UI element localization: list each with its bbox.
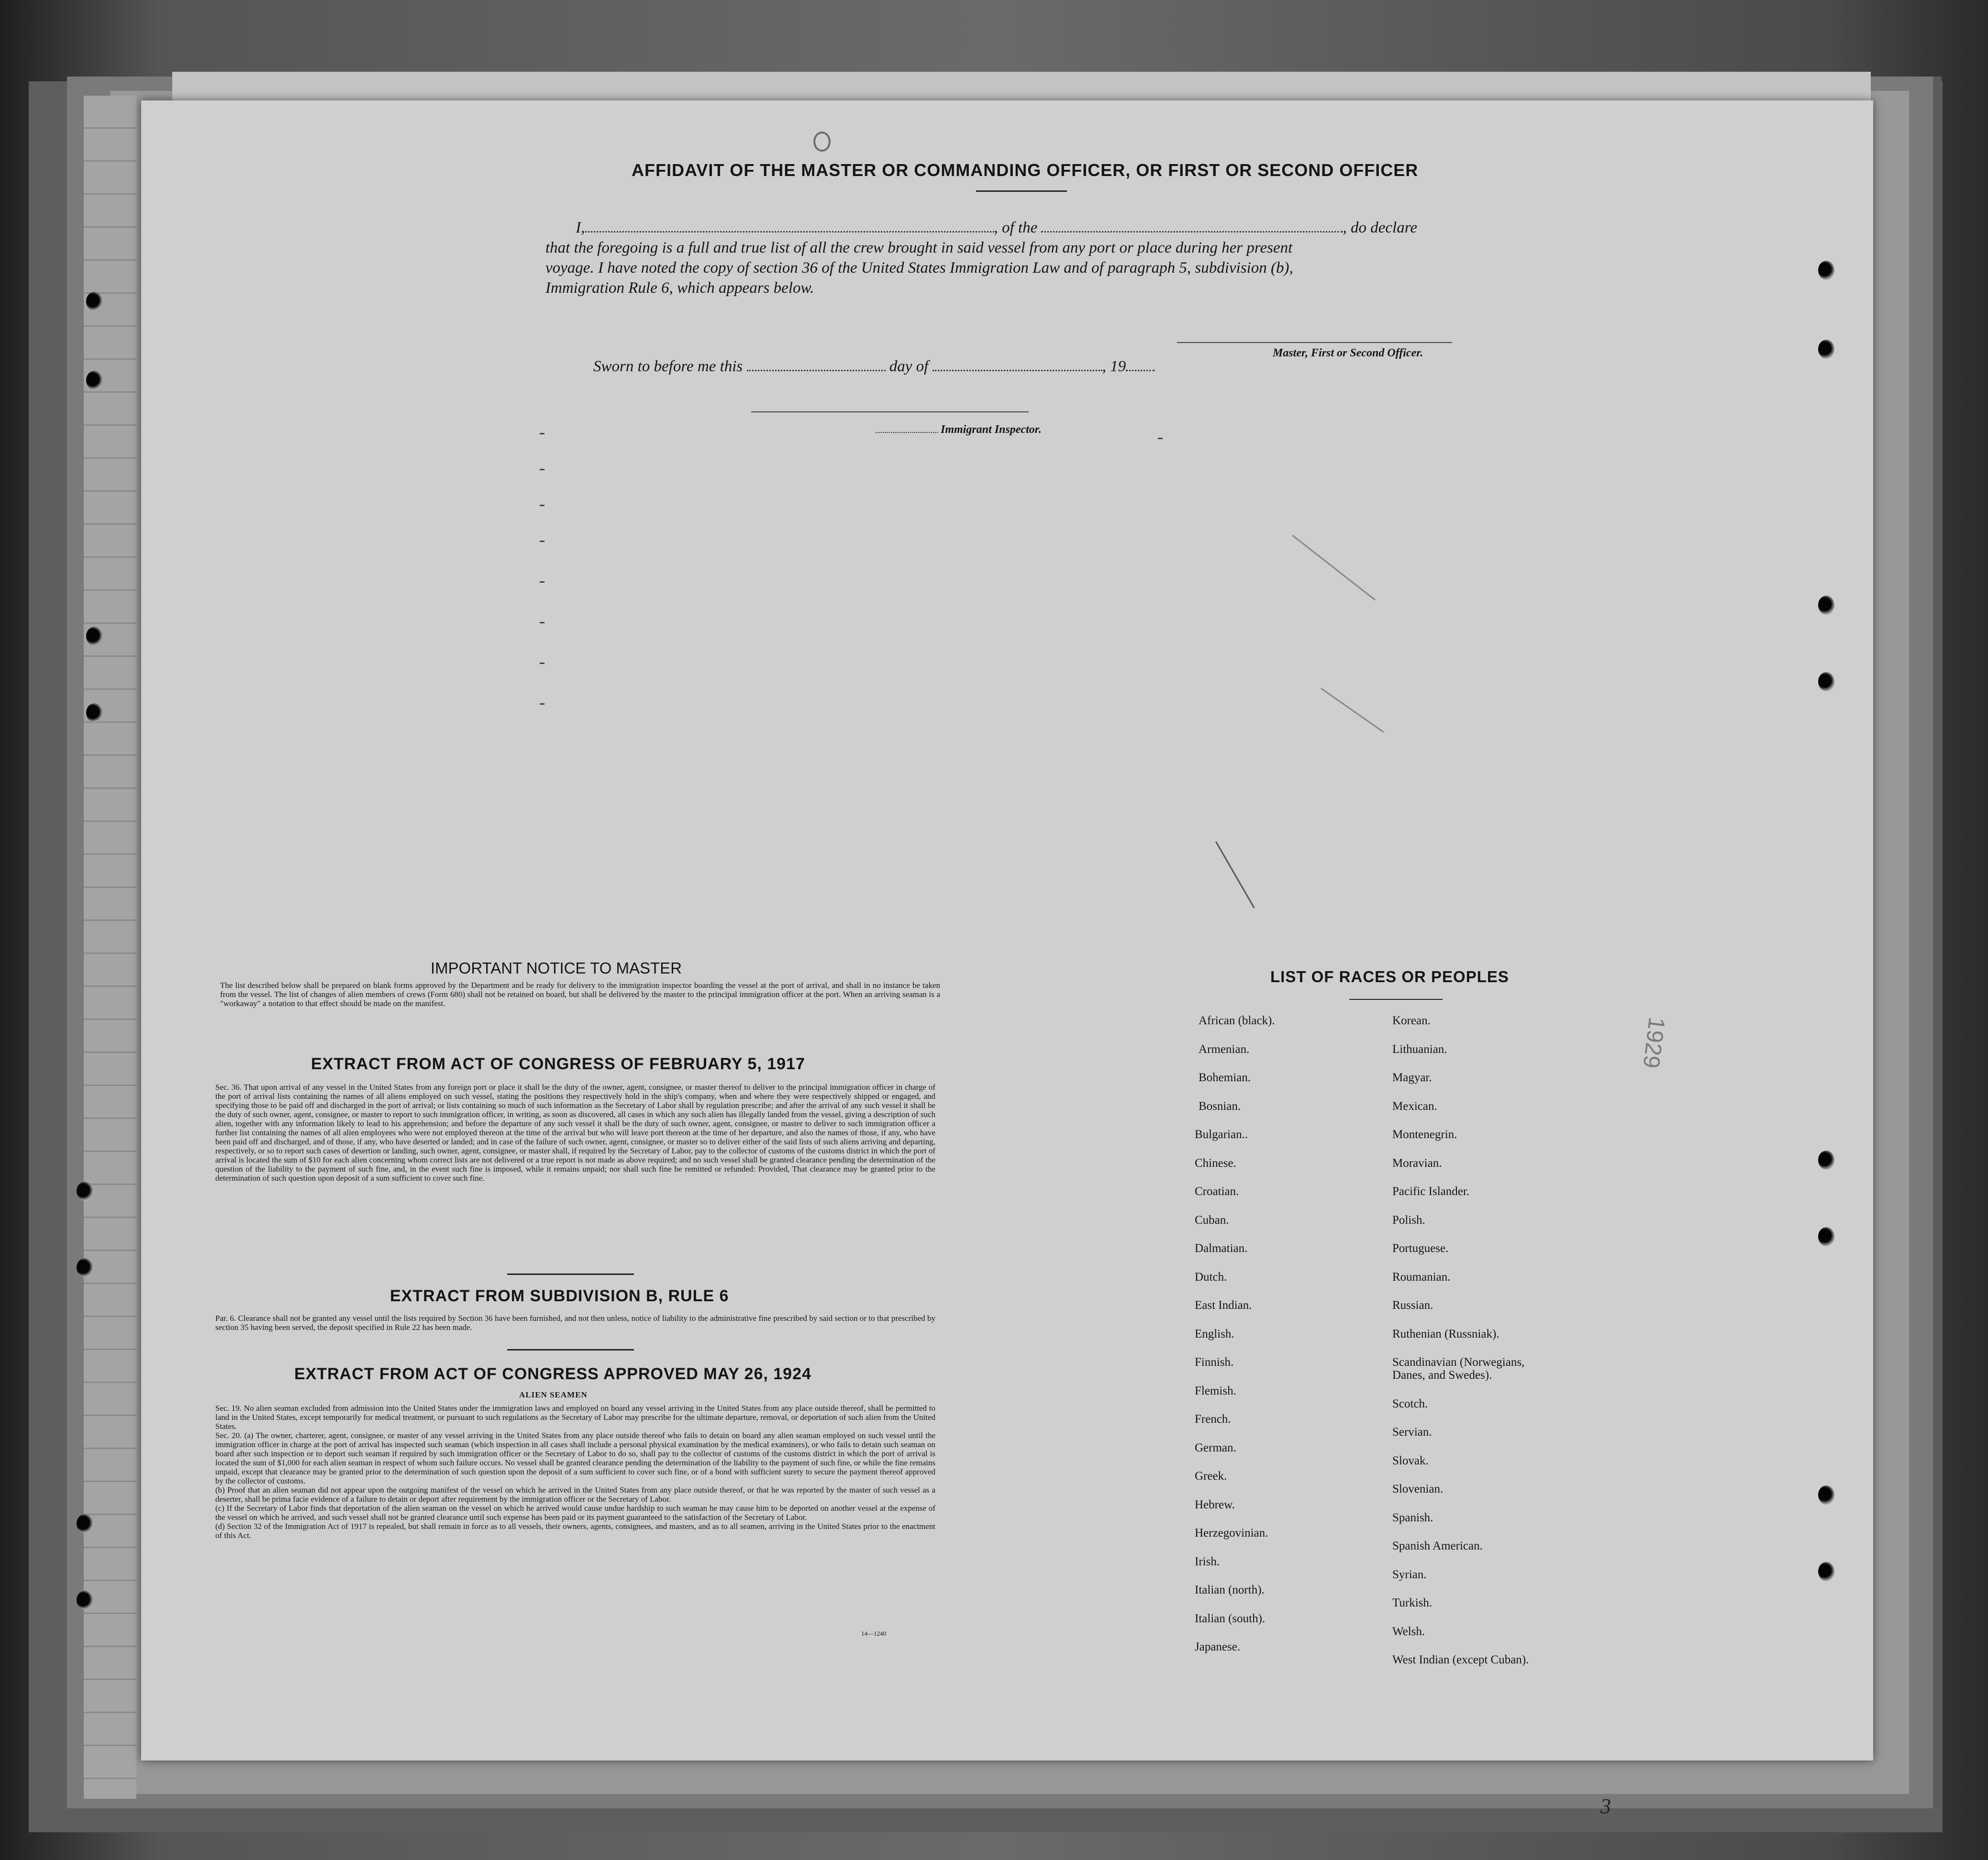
binder-hole-icon xyxy=(86,371,102,390)
tick-mark xyxy=(540,663,544,664)
binder-hole-icon xyxy=(1818,1227,1834,1246)
affidavit-do-declare-label: , do declare xyxy=(1343,219,1417,236)
binder-hole-icon xyxy=(1818,340,1834,359)
inspector-label-line xyxy=(876,423,1042,436)
binder-hole-icon xyxy=(77,1514,93,1533)
race-item: English. xyxy=(1195,1327,1234,1340)
binder-hole-icon xyxy=(1818,596,1834,615)
race-item: Scotch. xyxy=(1392,1397,1428,1410)
tick-mark xyxy=(1158,438,1163,439)
race-item: Spanish American. xyxy=(1392,1539,1483,1552)
race-item: Japanese. xyxy=(1195,1640,1241,1653)
affidavit-line-1 xyxy=(545,218,1493,238)
binder-hole-icon xyxy=(77,1182,93,1201)
race-item: Roumanian. xyxy=(1392,1270,1451,1284)
sworn-day-blank xyxy=(747,370,886,371)
race-item: Bulgarian.. xyxy=(1195,1128,1248,1141)
corner-mark: 3 xyxy=(1600,1794,1611,1818)
race-item: Ruthenian (Russniak). xyxy=(1392,1327,1499,1340)
races-title: LIST OF RACES OR PEOPLES xyxy=(1270,968,1509,985)
race-item: Slovak. xyxy=(1392,1454,1429,1467)
extract-1917-body: Sec. 36. That upon arrival of any vessel in the United States from any foreign port or place it shall be the duty of the owner, agent, consignee, or master thereof to deliver to the principal immigration officer in charge of the port of arrival lists containing the names of all aliens employed on such vessel, stating the positions they respectively hold in the ship's company, when and where they were respectively shipped or engaged, and specifying those to be paid off and discharged in the port of arrival; or lists containing so much of such information as the Secretary of Labor shall by regulation prescribe; and after the arrival of any such vessel it shall be the duty of such owner, agent, consignee, or master to report to such immigration officer, in writing, as soon as discovered, all cases in which any such alien has illegally landed from the vessel, giving a description of such alien, together with any information likely to lead to his apprehension; and before the departure of any such vessel it shall be the duty of such owner, agent, consignee, or master to deliver to such immigration officer a further list containing the names of all alien employees who were not employed thereon at the time of the arrival but who will leave port thereon at the time of her departure, and also the names of those, if any, who have been paid off and discharged, and of those, if any, who have deserted or landed; and in case of the failure of such owner, agent, consignee, or master so to deliver either of the said lists of such aliens arriving and departing, respectively, or so to report such cases of desertion or landing, such owner, agent, consignee, or master shall, if required by the Secretary of Labor, pay to the collector of customs of the customs district in which the port of arrival is located the sum of $10 for each alien concerning whom correct lists are not delivered or a true report is not made as above required; and no such vessel shall be granted clearance pending the determination of the question of the liability to the payment of such fine, and, in the event such fine is imposed, while it remains unpaid; nor shall such fine be remitted or refunded: Provided, That clearance may be granted prior to the determination of such question upon deposit of a sum sufficient to cover such fine. xyxy=(215,1083,935,1183)
race-item: Lithuanian. xyxy=(1392,1042,1447,1056)
race-item: Finnish. xyxy=(1195,1356,1234,1369)
sworn-year-prefix: , 19 xyxy=(1102,358,1126,375)
inspector-name-blank xyxy=(876,432,938,433)
race-item: African (black). xyxy=(1199,1014,1275,1027)
tick-mark xyxy=(540,622,544,623)
race-item: Magyar. xyxy=(1392,1071,1432,1084)
extract-rule6-title: EXTRACT FROM SUBDIVISION B, RULE 6 xyxy=(390,1287,729,1305)
form-number: 14—1240 xyxy=(861,1630,886,1637)
races-title-underline xyxy=(1349,999,1443,1000)
affidavit-line-3: voyage. I have noted the copy of section 36 of the United States Immigration Law and of paragraph 5, subdivision (b), xyxy=(545,259,1293,277)
race-item: Danes, and Swedes). xyxy=(1392,1369,1492,1382)
sworn-year-blank xyxy=(1126,370,1155,371)
race-item: Welsh. xyxy=(1392,1625,1425,1638)
inspector-label: Immigrant Inspector. xyxy=(941,423,1042,436)
race-item: Greek. xyxy=(1195,1470,1227,1483)
race-item: Polish. xyxy=(1392,1213,1425,1227)
punch-ring-icon xyxy=(813,132,831,152)
race-item: German. xyxy=(1195,1441,1236,1454)
extract-1924-title: EXTRACT FROM ACT OF CONGRESS APPROVED MAY 26, 1924 xyxy=(294,1365,811,1383)
race-item: Mexican. xyxy=(1392,1099,1437,1113)
notice-title: IMPORTANT NOTICE TO MASTER xyxy=(431,959,682,977)
master-signature-line xyxy=(1177,342,1452,343)
race-item: Slovenian. xyxy=(1392,1483,1444,1495)
race-item: Moravian. xyxy=(1392,1156,1442,1170)
race-item: Servian. xyxy=(1392,1426,1432,1439)
extract-1917-title: EXTRACT FROM ACT OF CONGRESS OF FEBRUARY 5, 1917 xyxy=(311,1055,805,1073)
stamp-year: 1929 xyxy=(1638,1016,1670,1070)
tick-mark xyxy=(540,581,544,583)
tick-mark xyxy=(540,469,544,470)
binder-hole-icon xyxy=(86,703,102,722)
sworn-day-of: day of xyxy=(889,358,929,375)
extract-1924-sec20d: (d) Section 32 of the Immigration Act of 1917 is repealed, but shall remain in force as to all vessels, their owners, agents, consignees, and masters, and as to all seamen, arriving in the United States prior to the enactment of this Act. xyxy=(215,1522,935,1540)
race-item: Turkish. xyxy=(1392,1596,1433,1609)
binder-hole-icon xyxy=(86,627,102,646)
affidavit-i-label: I, xyxy=(576,219,585,236)
race-item: Flemish. xyxy=(1195,1384,1236,1397)
race-item: Dutch. xyxy=(1195,1270,1227,1284)
sworn-line xyxy=(593,358,1155,376)
race-item: Bosnian. xyxy=(1199,1099,1241,1113)
extract-1924-sec19: Sec. 19. No alien seaman excluded from admission into the United States under the immigration laws and employed on board any vessel arriving in the United States from any place outside thereof, shall be permitted to land in the United States, except temporarily for medical treatment, or pursuant to such regulations as the Secretary of Labor may prescribe for the ultimate departure, removal, or deportation of such alien from the United States. xyxy=(215,1404,935,1431)
affidavit-line-4: Immigration Rule 6, which appears below. xyxy=(545,279,814,297)
inspector-signature-line xyxy=(751,411,1029,412)
master-name-blank xyxy=(585,231,994,232)
race-item: Armenian. xyxy=(1199,1042,1250,1056)
race-item: Italian (south). xyxy=(1195,1612,1266,1625)
race-item: Croatian. xyxy=(1195,1185,1239,1198)
extract-1924-body xyxy=(215,1404,935,1540)
binder-hole-icon xyxy=(1818,1485,1834,1505)
ruled-sheet-edge xyxy=(84,96,136,1799)
race-item: Chinese. xyxy=(1195,1156,1236,1170)
affidavit-line-2: that the foregoing is a full and true list of all the crew brought in said vessel from any port or place during her present xyxy=(545,239,1293,256)
race-item: Italian (north). xyxy=(1195,1583,1265,1596)
race-item: Russian. xyxy=(1392,1299,1433,1312)
binder-hole-icon xyxy=(77,1591,93,1610)
race-item: West Indian (except Cuban). xyxy=(1392,1653,1529,1666)
race-item: Herzegovinian. xyxy=(1195,1527,1268,1539)
section-divider xyxy=(507,1349,634,1351)
sworn-prefix: Sworn to before me this xyxy=(593,358,743,375)
sworn-month-blank xyxy=(933,370,1102,371)
extract-1924-sec20a: Sec. 20. (a) The owner, charterer, agent, consignee, or master of any vessel arriving in the United States from any place outside thereof who fails to detain on board any alien seaman employed on such vessel until the immigration officer in charge at the port of arrival has inspected such seaman (which inspection in all cases shall include a personal physical examination by the medical examiners), or who fails to detain such seaman on board after such inspection or to deport such seaman if required by such immigration officer or the Secretary of Labor to do so, shall pay to the collector of customs of the customs district in which the port of arrival is located the sum of $1,000 for each alien seaman in respect of whom such failure occurs. No vessel shall be granted clearance pending the determination of the liability to the payment of such fine, or while the fine remains unpaid, except that clearance may be granted prior to the determination of such question upon the deposit of a sum sufficient to cover such fine, or of a bond with sufficient surety to secure the payment thereof approved by the collector of customs. xyxy=(215,1431,935,1485)
master-signature-label: Master, First or Second Officer. xyxy=(1273,347,1423,359)
extract-1924-sec20c: (c) If the Secretary of Labor finds that deportation of the alien seaman on the vessel on which he arrived would cause undue hardship to such seaman he may cause him to be deported on another vessel at the expense of the vessel on which he arrived, and such vessel shall not be granted clearance until such expense has been paid or its payment guaranteed to the satisfaction of the Secretary of Labor. xyxy=(215,1504,935,1522)
race-item: East Indian. xyxy=(1195,1299,1252,1312)
race-item: Portuguese. xyxy=(1392,1242,1449,1255)
notice-body: The list described below shall be prepared on blank forms approved by the Department and be ready for delivery to the immigration inspector boarding the vessel at the port of arrival, and shall in no instance be taken from the vessel. The list of changes of alien members of crews (Form 680) shall not be retained on board, but shall be delivered by the master to the principal immigration officer at the port. When an arriving seaman is a "workaway" a notation to that effect should be made on the manifest. xyxy=(220,981,940,1008)
race-item: Hebrew. xyxy=(1195,1498,1235,1511)
binder-hole-icon xyxy=(77,1258,93,1277)
race-item: Montenegrin. xyxy=(1392,1128,1457,1141)
tick-mark xyxy=(540,505,544,506)
affidavit-of-the-label: , of the xyxy=(994,219,1038,236)
race-item: Cuban. xyxy=(1195,1213,1229,1227)
tick-mark xyxy=(540,541,544,542)
tick-mark xyxy=(540,703,544,705)
section-divider xyxy=(507,1273,634,1275)
race-item: French. xyxy=(1195,1413,1231,1426)
extract-1924-subtitle: ALIEN SEAMEN xyxy=(519,1390,588,1399)
binder-hole-icon xyxy=(1818,1562,1834,1581)
binder-hole-icon xyxy=(1818,1151,1834,1170)
race-item: Irish. xyxy=(1195,1555,1220,1568)
race-item: Syrian. xyxy=(1392,1568,1427,1581)
extract-rule6-body: Par. 6. Clearance shall not be granted any vessel until the lists required by Section 36 have been furnished, and not then unless, notice of liability to the administrative fine prescribed by said section or to that prescribed by section 35 having been served, the deposit specified in Rule 22 has been made. xyxy=(215,1314,935,1332)
binder-hole-icon xyxy=(1818,672,1834,691)
race-item: Spanish. xyxy=(1392,1511,1433,1524)
race-item: Bohemian. xyxy=(1199,1071,1251,1084)
binder-hole-icon xyxy=(86,292,102,311)
extract-1924-sec20b: (b) Proof that an alien seaman did not appear upon the outgoing manifest of the vessel on which he arrived in the United States from any place outside thereof, or that he was reported by the master of such vessel as a deserter, shall be prima facie evidence of a failure to detain or deport after requirement by the immigration officer or the Secretary of Labor. xyxy=(215,1485,935,1504)
tick-mark xyxy=(540,433,544,434)
affidavit-body xyxy=(545,218,1493,298)
race-item: Dalmatian. xyxy=(1195,1242,1248,1255)
binder-hole-icon xyxy=(1818,261,1834,280)
race-item: Pacific Islander. xyxy=(1392,1185,1470,1198)
race-item: Korean. xyxy=(1392,1014,1431,1027)
vessel-name-blank xyxy=(1041,231,1343,232)
title-underline xyxy=(976,190,1067,192)
affidavit-title: AFFIDAVIT OF THE MASTER OR COMMANDING OFFICER, OR FIRST OR SECOND OFFICER xyxy=(632,160,1419,180)
race-item: Scandinavian (Norwegians, xyxy=(1392,1356,1525,1369)
